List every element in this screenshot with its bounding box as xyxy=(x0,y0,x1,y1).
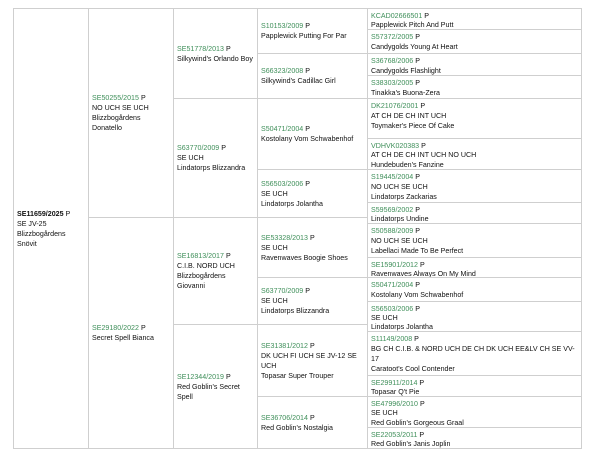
g4-reg-link[interactable]: S63770/2009 xyxy=(261,287,304,295)
g3-suffix: P xyxy=(221,144,226,152)
g5-name: Candygolds Young At Heart xyxy=(371,43,458,51)
g4-reg-link[interactable]: S50471/2004 xyxy=(261,125,304,133)
g5-name: Lindatorps Jolantha xyxy=(371,323,433,331)
g4-name: Topasar Super Trouper xyxy=(261,371,334,380)
g5-cell xyxy=(367,331,582,376)
g5-name: Labellaci Made To Be Perfect xyxy=(371,247,464,255)
g5-reg-link[interactable]: SE15901/2012 xyxy=(371,261,418,269)
g4-titles: SE UCH xyxy=(261,297,288,305)
g3-cell xyxy=(173,8,258,99)
pedigree-table xyxy=(13,8,582,449)
g4-titles: SE UCH xyxy=(261,243,288,252)
g4-reg-link[interactable]: SE53328/2013 xyxy=(261,233,308,242)
g5-cell xyxy=(367,223,582,258)
g5-reg-link[interactable]: VDHVK020383 xyxy=(371,142,420,150)
sire-titles: NO UCH SE UCH xyxy=(92,104,149,112)
g5-reg-link[interactable]: S50588/2009 xyxy=(371,227,414,235)
g4-suffix: P xyxy=(309,233,315,242)
g4-name: Red Goblin's Nostalgia xyxy=(261,423,333,432)
dog-name: Blizzbogårdens Snövit xyxy=(17,229,66,248)
g4-name: Lindatorps Jolantha xyxy=(261,199,323,208)
g5-cell xyxy=(367,396,582,428)
g4-titles: SE UCH xyxy=(261,189,288,198)
dam-cell xyxy=(88,217,174,449)
g5-reg-link[interactable]: S50471/2004 xyxy=(371,281,414,289)
g5-name: Caratoot's Cool Contender xyxy=(371,365,455,373)
g3-name: Lindatorps Blizzandra xyxy=(177,164,246,172)
g4-cell xyxy=(257,217,368,278)
g4-suffix: P xyxy=(305,287,310,295)
g5-titles: NO UCH SE UCH xyxy=(371,237,428,245)
g4-suffix: P xyxy=(305,125,310,133)
g3-reg-link[interactable]: SE51778/2013 xyxy=(177,44,224,53)
g5-suffix: P xyxy=(415,206,420,214)
g5-reg-link[interactable]: SE29911/2014 xyxy=(371,379,418,387)
g4-reg-link[interactable]: S66323/2008 xyxy=(261,67,304,75)
g4-cell xyxy=(257,169,368,218)
dog-titles: SE JV-25 xyxy=(17,219,47,228)
g5-name: Hundebuden's Fanzine xyxy=(371,160,444,169)
g4-name: Ravenwaves Boogie Shoes xyxy=(261,253,348,262)
g5-reg-link[interactable]: SE47996/2010 xyxy=(371,400,418,408)
g5-cell xyxy=(367,8,582,30)
g5-cell xyxy=(367,169,582,203)
g5-suffix: P xyxy=(424,12,429,20)
g4-reg-link[interactable]: SE36706/2014 xyxy=(261,413,308,422)
g4-cell xyxy=(257,277,368,325)
g5-name: Ravenwaves Always On My Mind xyxy=(371,269,476,277)
g5-cell xyxy=(367,138,582,170)
g5-cell xyxy=(367,29,582,54)
g3-name: Silkywind's Orlando Boy xyxy=(177,54,253,63)
g3-name: Red Goblin's Secret Spell xyxy=(177,382,240,401)
sire-name: Blizzbogårdens Donatello xyxy=(92,114,141,132)
g5-suffix: P xyxy=(419,379,425,387)
g3-name: Blizzbogårdens Giovanni xyxy=(177,272,226,290)
g3-suffix: P xyxy=(225,252,231,260)
g5-suffix: P xyxy=(421,142,426,150)
g3-titles: C.I.B. NORD UCH xyxy=(177,262,235,270)
g4-name: Silkywind's Cadillac Girl xyxy=(261,77,336,85)
g5-reg-link[interactable]: S38303/2005 xyxy=(371,79,414,87)
g4-reg-link[interactable]: S56503/2006 xyxy=(261,179,304,188)
g5-suffix: P xyxy=(415,79,420,87)
g5-suffix: P xyxy=(414,335,419,343)
g4-name: Lindatorps Blizzandra xyxy=(261,307,330,315)
g3-suffix: P xyxy=(225,44,231,53)
g4-cell xyxy=(257,53,368,99)
g5-suffix: P xyxy=(419,400,425,408)
g5-cell xyxy=(367,98,582,139)
sire-cell xyxy=(88,8,174,218)
g5-titles: BG CH C.I.B. & NORD UCH DE CH DK UCH EE&LV CH SE VV-17 xyxy=(371,345,575,363)
g3-suffix: P xyxy=(225,372,231,381)
dog-cell xyxy=(13,8,89,449)
g4-reg-link[interactable]: SE31381/2012 xyxy=(261,341,308,350)
dog-reg-link[interactable]: SE11659/2025 xyxy=(17,209,64,218)
g5-cell xyxy=(367,257,582,278)
g4-name: Kostolany Vom Schwabenhof xyxy=(261,135,354,143)
g4-suffix: P xyxy=(305,179,310,188)
dam-suffix: P xyxy=(140,324,146,332)
g5-suffix: P xyxy=(419,431,425,439)
g5-suffix: P xyxy=(415,281,420,289)
g5-name: Topasar Q't Pie xyxy=(371,388,420,396)
g3-reg-link[interactable]: SE16813/2017 xyxy=(177,252,224,260)
g5-reg-link[interactable]: S36768/2006 xyxy=(371,57,414,65)
g5-name: Tinakka's Buona-Zera xyxy=(371,89,440,97)
g5-suffix: P xyxy=(415,33,420,41)
g5-reg-link[interactable]: DK21076/2001 xyxy=(371,102,419,110)
g4-cell xyxy=(257,396,368,449)
g5-name: Lindatorps Undine xyxy=(371,215,429,223)
g5-cell xyxy=(367,427,582,449)
g5-suffix: P xyxy=(415,57,420,65)
g5-suffix: P xyxy=(415,173,420,181)
g5-suffix: P xyxy=(419,261,425,269)
g5-titles: SE UCH xyxy=(371,314,398,322)
g5-suffix: P xyxy=(415,227,420,235)
g3-cell xyxy=(173,98,258,218)
g5-reg-link[interactable]: S56503/2006 xyxy=(371,305,414,313)
g4-cell xyxy=(257,8,368,54)
g5-name: Kostolany Vom Schwabenhof xyxy=(371,291,464,299)
g4-suffix: P xyxy=(309,413,315,422)
g5-cell xyxy=(367,375,582,397)
g5-cell xyxy=(367,75,582,99)
g3-reg-link[interactable]: SE12344/2019 xyxy=(177,372,224,381)
g5-cell xyxy=(367,53,582,76)
g5-reg-link[interactable]: KCAD02666501 xyxy=(371,12,423,20)
g5-name: Candygolds Flashlight xyxy=(371,66,441,75)
g3-cell xyxy=(173,217,258,325)
g5-titles: SE UCH xyxy=(371,409,398,418)
g4-reg-link[interactable]: S10153/2009 xyxy=(261,22,304,30)
sire-suffix: P xyxy=(140,94,146,102)
dam-reg-link[interactable]: SE29180/2022 xyxy=(92,324,139,332)
g5-titles: AT CH DE CH INT UCH NO UCH xyxy=(371,151,477,160)
g4-cell xyxy=(257,98,368,170)
g4-titles: DK UCH FI UCH SE JV-12 SE UCH xyxy=(261,351,357,370)
g5-titles: AT CH DE CH INT UCH xyxy=(371,112,447,120)
g5-name: Lindatorps Zackarias xyxy=(371,193,437,201)
dam-name: Secret Spell Bianca xyxy=(92,334,154,342)
g5-name: Papplewick Pitch And Putt xyxy=(371,21,454,29)
g5-reg-link[interactable]: S11149/2008 xyxy=(371,335,413,343)
g5-cell xyxy=(367,301,582,332)
g5-reg-link[interactable]: S59569/2002 xyxy=(371,206,414,214)
g5-cell xyxy=(367,202,582,224)
g4-cell xyxy=(257,324,368,397)
g5-suffix: P xyxy=(420,102,426,110)
g4-name: Papplewick Putting For Par xyxy=(261,32,347,40)
g5-reg-link[interactable]: S57372/2005 xyxy=(371,33,414,41)
g4-suffix: P xyxy=(305,22,310,30)
g4-suffix: P xyxy=(305,67,310,75)
g5-name: Toymaker's Piece Of Cake xyxy=(371,122,455,130)
g3-titles: SE UCH xyxy=(177,154,204,162)
g5-reg-link[interactable]: SE22053/2011 xyxy=(371,431,418,439)
dog-suffix: P xyxy=(65,209,71,218)
g3-cell xyxy=(173,324,258,449)
g5-cell xyxy=(367,277,582,302)
g5-name: Red Goblin's Gorgeous Graal xyxy=(371,418,464,427)
g4-suffix: P xyxy=(309,341,315,350)
g5-name: Red Goblin's Janis Joplin xyxy=(371,440,451,448)
g5-titles: NO UCH SE UCH xyxy=(371,183,428,191)
g5-suffix: P xyxy=(415,305,420,313)
g3-reg-link[interactable]: S63770/2009 xyxy=(177,144,220,152)
sire-reg-link[interactable]: SE50255/2015 xyxy=(92,94,139,102)
g5-reg-link[interactable]: S19445/2004 xyxy=(371,173,414,181)
